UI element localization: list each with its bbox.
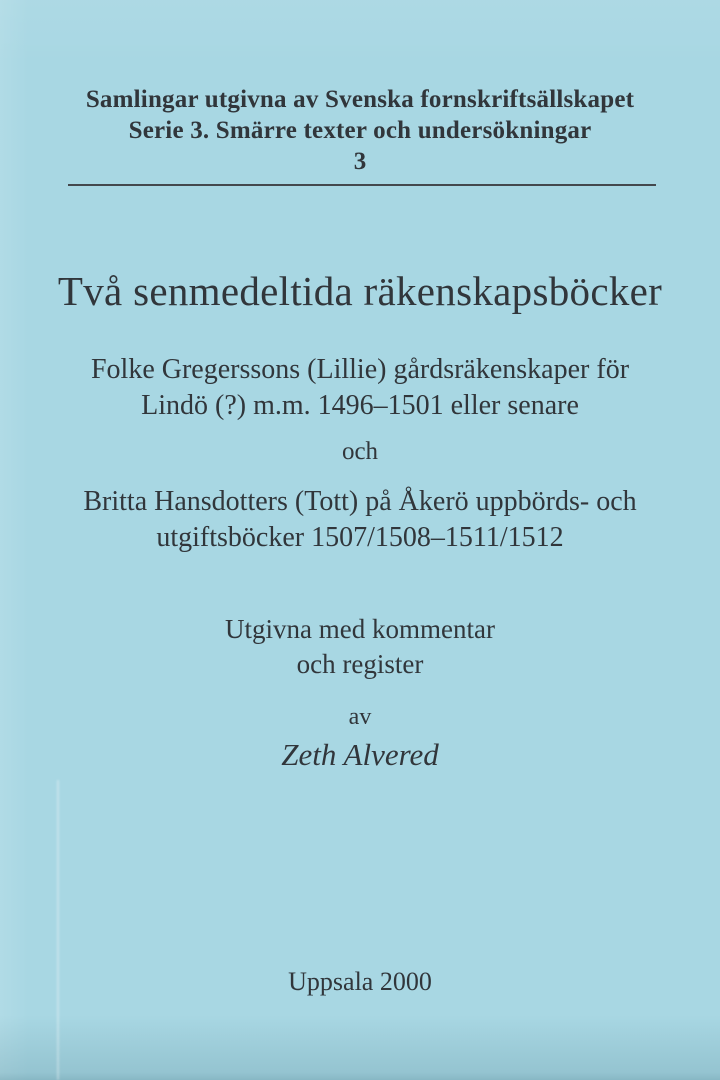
- work2-line2: utgiftsböcker 1507/1508–1511/1512: [156, 522, 564, 553]
- imprint-block: [0, 966, 720, 998]
- series-title-line2: Serie 3. Smärre texter och undersökningar: [128, 117, 592, 144]
- series-title-line1: Samlingar utgivna av Svenska fornskriftsällskapet: [85, 86, 635, 113]
- edition-line2: och register: [296, 649, 424, 679]
- work1-line1: Folke Gregerssons (Lillie) gårdsräkenskaper för: [90, 354, 630, 385]
- cover-crease: [57, 780, 59, 1080]
- header-divider-rule: [68, 184, 656, 186]
- conjunction-block: [0, 437, 720, 467]
- subtitle-work2: [0, 484, 720, 556]
- work2-line1: Britta Hansdotters (Tott) på Åkerö uppbörds- och: [83, 486, 637, 517]
- imprint-text: Uppsala 2000: [288, 967, 432, 996]
- series-header: [0, 84, 720, 177]
- edition-statement: [0, 612, 720, 682]
- series-number: 3: [353, 148, 367, 175]
- conjunction-text: och: [341, 438, 379, 465]
- byline-text: av: [348, 704, 372, 730]
- book-title: Två senmedeltida räkenskapsböcker: [57, 268, 663, 314]
- author-block: [0, 736, 720, 774]
- subtitle-work1: [0, 352, 720, 424]
- title-block: [0, 266, 720, 316]
- byline-block: [0, 702, 720, 732]
- author-name: Zeth Alvered: [281, 737, 439, 772]
- work1-line2: Lindö (?) m.m. 1496–1501 eller senare: [141, 390, 579, 421]
- edition-line1: Utgivna med kommentar: [225, 614, 495, 644]
